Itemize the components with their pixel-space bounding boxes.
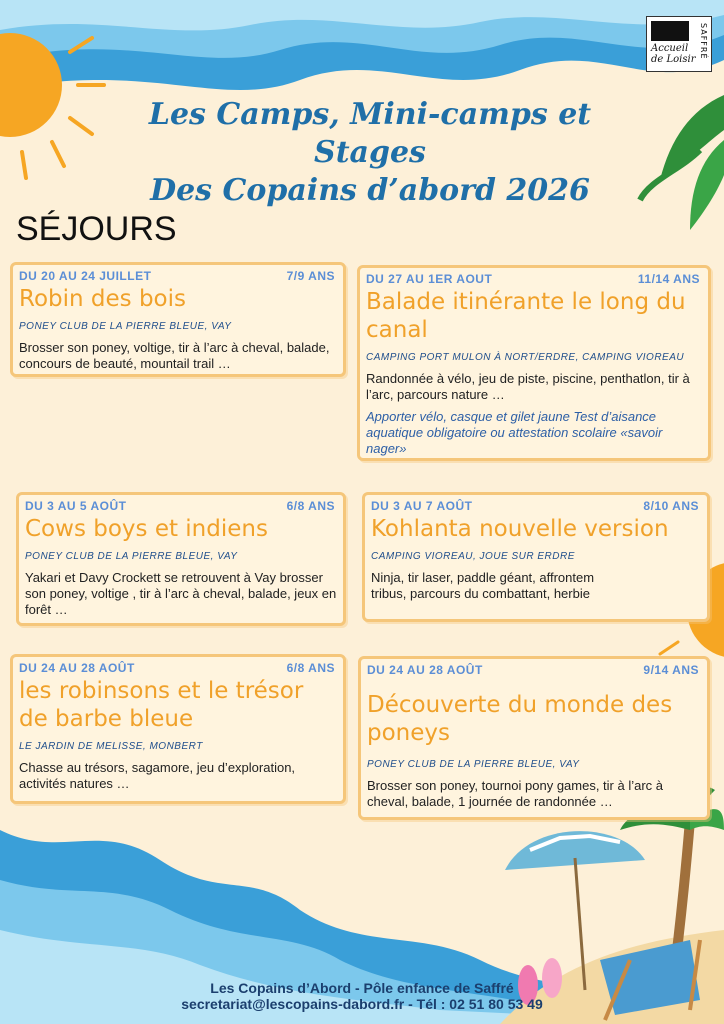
card-date: DU 3 AU 7 AOÛT [371,499,473,513]
card-title: les robinsons et le trésor de barbe bleue [19,678,304,732]
camp-card-balade-itinerante [357,265,711,461]
logo-side-text: SAFFRÉ [699,23,708,60]
page-title [90,96,650,210]
accueil-de-loisir-logo [646,16,712,72]
title-line1: Les Camps, Mini-camps et Stages [148,97,592,170]
footer-line1: Les Copains d’Abord - Pôle enfance de Saffré [210,980,514,996]
card-location: LE JARDIN DE MELISSE, MONBERT [19,741,203,752]
card-location: PONEY CLUB DE LA PIERRE BLEUE, VAY [367,759,580,770]
card-age: 8/10 ANS [643,499,699,513]
card-age: 6/8 ANS [286,661,335,675]
camp-card-robin-des-bois [10,262,346,377]
title-line2: Des Copains d’abord 2026 [150,173,590,208]
camp-card-robinsons [10,654,346,804]
card-title: Robin des bois [19,286,186,312]
card-age: 9/14 ANS [643,663,699,677]
section-heading: SÉJOURS [16,210,177,248]
card-date: DU 24 AU 28 AOÛT [19,661,135,675]
card-location: CAMPING PORT MULON À NORT/ERDRE, CAMPING VIOREAU [366,352,685,363]
card-description: Chasse au trésors, sagamore, jeu d’exploration, activités natures … [19,760,296,791]
logo-text-line2: de Loisir [651,54,696,65]
logo-text-line1: Accueil [651,43,689,54]
camp-card-monde-des-poneys [358,656,710,820]
card-title: Découverte du monde des poneys [367,692,673,746]
logo-figures-icon [651,21,689,41]
footer-contact: secretariat@lescopains-dabord.fr - Tél : 02 51 80 53 49 [181,996,543,1012]
card-description: Randonnée à vélo, jeu de piste, piscine, penthatlon, tir à l’arc, parcours nature … [366,371,690,402]
card-location: PONEY CLUB DE LA PIERRE BLEUE, VAY [25,551,238,562]
card-age: 6/8 ANS [286,499,335,513]
card-age: 7/9 ANS [286,269,335,283]
card-title: Cows boys et indiens [25,516,268,542]
card-age: 11/14 ANS [637,272,700,286]
card-title: Kohlanta nouvelle version [371,516,669,542]
card-title: Balade itinérante le long du canal [366,289,686,343]
card-note: Apporter vélo, casque et gilet jaune Test d’aisance aquatique obligatoire ou attestation scolaire «savoir nager» [366,409,663,456]
card-description: Brosser son poney, tournoi pony games, tir à l’arc à cheval, balade, 1 journée de randonnée … [367,778,664,809]
card-location: CAMPING VIOREAU, JOUE SUR ERDRE [371,551,575,562]
card-location: PONEY CLUB DE LA PIERRE BLEUE, VAY [19,321,232,332]
camp-card-kohlanta [362,492,710,622]
card-date: DU 3 AU 5 AOÛT [25,499,127,513]
palm-leaves-top-right [640,95,724,230]
camp-card-cows-boys [16,492,346,626]
card-date: DU 27 AU 1ER AOUT [366,272,493,286]
card-description: Brosser son poney, voltige, tir à l’arc à cheval, balade, concours de beauté, mountail trail … [19,340,330,371]
card-description: Ninja, tir laser, paddle géant, affrontem tribus, parcours du combattant, herbie [371,570,595,601]
card-description: Yakari et Davy Crockett se retrouvent à Vay brosser son poney, voltige , tir à l’arc à cheval, balade, jeux en forêt … [25,570,337,617]
card-date: DU 20 AU 24 JUILLET [19,269,152,283]
card-date: DU 24 AU 28 AOÛT [367,663,483,677]
